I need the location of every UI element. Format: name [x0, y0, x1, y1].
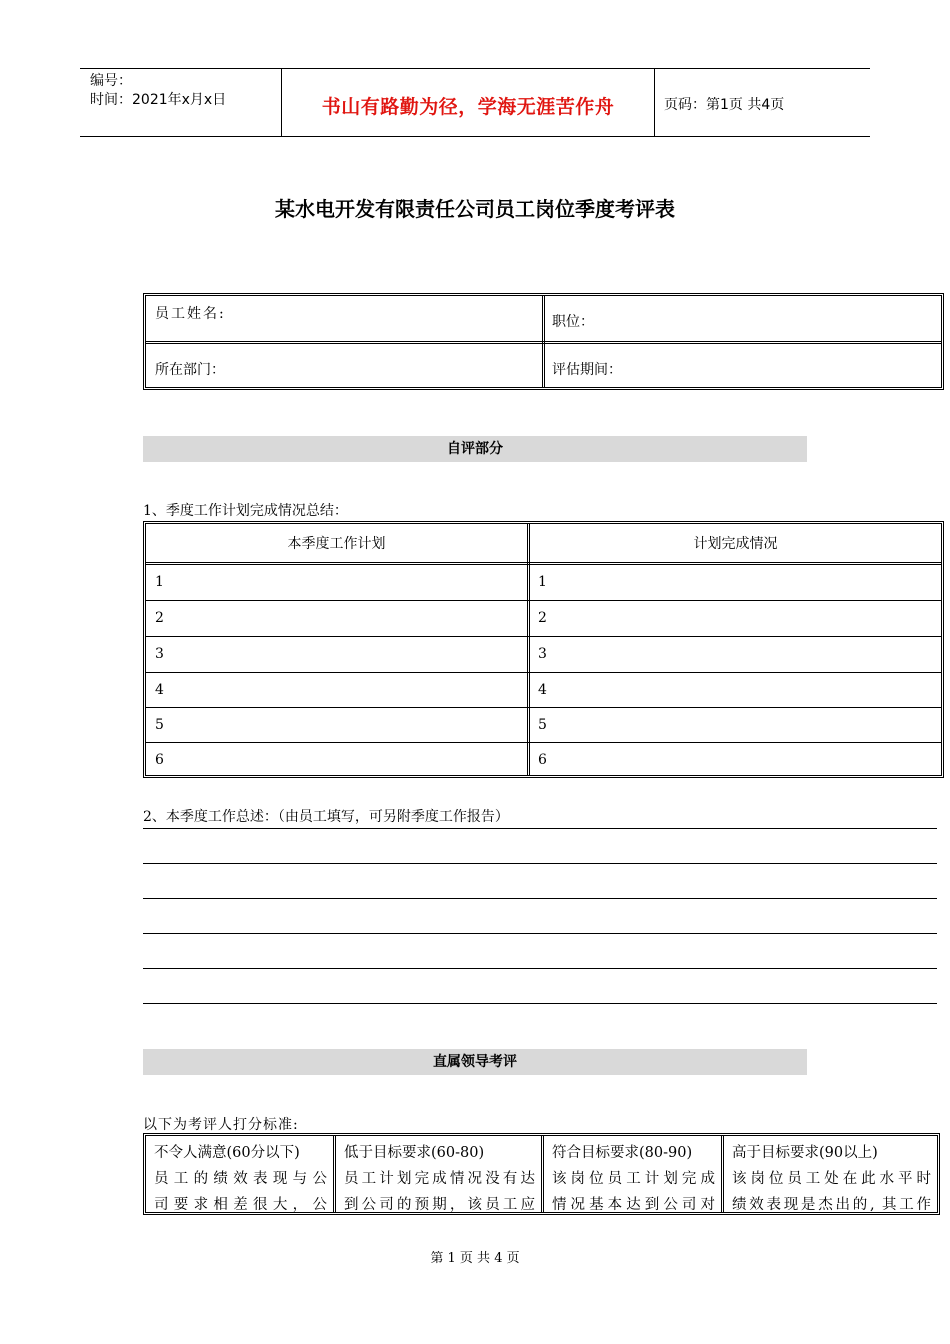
evaluation-period-field[interactable]: 评估期间： [552, 362, 622, 378]
writing-line[interactable] [143, 1003, 937, 1004]
criteria-description: 员工计划完成情况没有达 [344, 1171, 535, 1187]
leader-evaluation-section-header: 直属领导考评 [143, 1049, 807, 1075]
header-bottom-rule [80, 136, 870, 137]
completion-cell[interactable]: 5 [538, 717, 547, 733]
info-table-horizontal-divider [146, 341, 941, 344]
work-summary-question: 2、本季度工作总述：（由员工填写，可另附季度工作报告） [143, 809, 509, 825]
writing-line[interactable] [143, 863, 937, 864]
header-page-number: 页码：第1页 共4页 [664, 97, 785, 113]
plan-cell[interactable]: 6 [155, 752, 164, 768]
table-row[interactable] [146, 707, 941, 743]
plan-cell[interactable]: 1 [155, 574, 164, 590]
criteria-above-target [721, 1136, 937, 1212]
completion-cell[interactable]: 6 [538, 752, 547, 768]
department-field[interactable]: 所在部门： [155, 362, 225, 378]
header-top-rule [80, 68, 870, 69]
criteria-description: 员工的绩效表现与公 [154, 1171, 327, 1187]
employee-name-field[interactable]: 员工姓名: [155, 306, 226, 322]
plan-table-header-row [146, 524, 941, 565]
criteria-heading: 不令人满意(60分以下) [154, 1145, 300, 1161]
writing-line[interactable] [143, 968, 937, 969]
quarterly-plan-table [143, 521, 944, 778]
criteria-heading: 高于目标要求(90以上) [732, 1145, 878, 1161]
writing-line[interactable] [143, 933, 937, 934]
document-date-label: 时间：2021年x月x日 [90, 92, 227, 108]
table-row[interactable] [146, 565, 941, 600]
plan-column-header: 本季度工作计划 [287, 536, 386, 552]
criteria-description: 该岗位员工计划完成 [552, 1171, 715, 1187]
header-divider-right [654, 69, 655, 136]
scoring-criteria-intro: 以下为考评人打分标准: [143, 1117, 299, 1133]
criteria-description: 情况基本达到公司对 [552, 1197, 715, 1212]
criteria-description: 该岗位员工处在此水平时 [732, 1171, 931, 1187]
table-row[interactable] [146, 672, 941, 708]
criteria-description: 司要求相差很大，公 [154, 1197, 327, 1212]
self-evaluation-section-header: 自评部分 [143, 436, 807, 462]
criteria-meets-target [541, 1136, 721, 1212]
criteria-heading: 低于目标要求(60-80) [344, 1145, 485, 1161]
completion-cell[interactable]: 3 [538, 646, 547, 662]
completion-cell[interactable]: 2 [538, 610, 547, 626]
plan-cell[interactable]: 2 [155, 610, 164, 626]
table-row[interactable] [146, 600, 941, 636]
table-row[interactable] [146, 742, 941, 778]
criteria-description: 绩效表现是杰出的, 其工作 [732, 1197, 931, 1212]
header-motto: 书山有路勤为径，学海无涯苦作舟 [321, 96, 615, 118]
completion-column-header: 计划完成情况 [693, 536, 778, 552]
document-number-label: 编号： [90, 73, 132, 89]
criteria-heading: 符合目标要求(80-90) [552, 1145, 693, 1161]
completion-cell[interactable]: 1 [538, 574, 547, 590]
position-field[interactable]: 职位： [552, 314, 594, 330]
criteria-description: 到公司的预期，该员工应 [344, 1197, 535, 1212]
header-meta [90, 72, 226, 110]
writing-line[interactable] [143, 898, 937, 899]
criteria-below-target [333, 1136, 541, 1212]
employee-info-table [143, 293, 944, 390]
scoring-criteria-table [143, 1133, 940, 1215]
page-footer: 第 1 页 共 4 页 [430, 1251, 520, 1266]
table-row[interactable] [146, 636, 941, 672]
plan-cell[interactable]: 3 [155, 646, 164, 662]
plan-cell[interactable]: 5 [155, 717, 164, 733]
criteria-unsatisfactory [146, 1136, 333, 1212]
document-title: 某水电开发有限责任公司员工岗位季度考评表 [275, 197, 675, 221]
plan-summary-question: 1、季度工作计划完成情况总结： [143, 503, 348, 519]
plan-cell[interactable]: 4 [155, 682, 164, 698]
writing-line[interactable] [143, 828, 937, 829]
completion-cell[interactable]: 4 [538, 682, 547, 698]
